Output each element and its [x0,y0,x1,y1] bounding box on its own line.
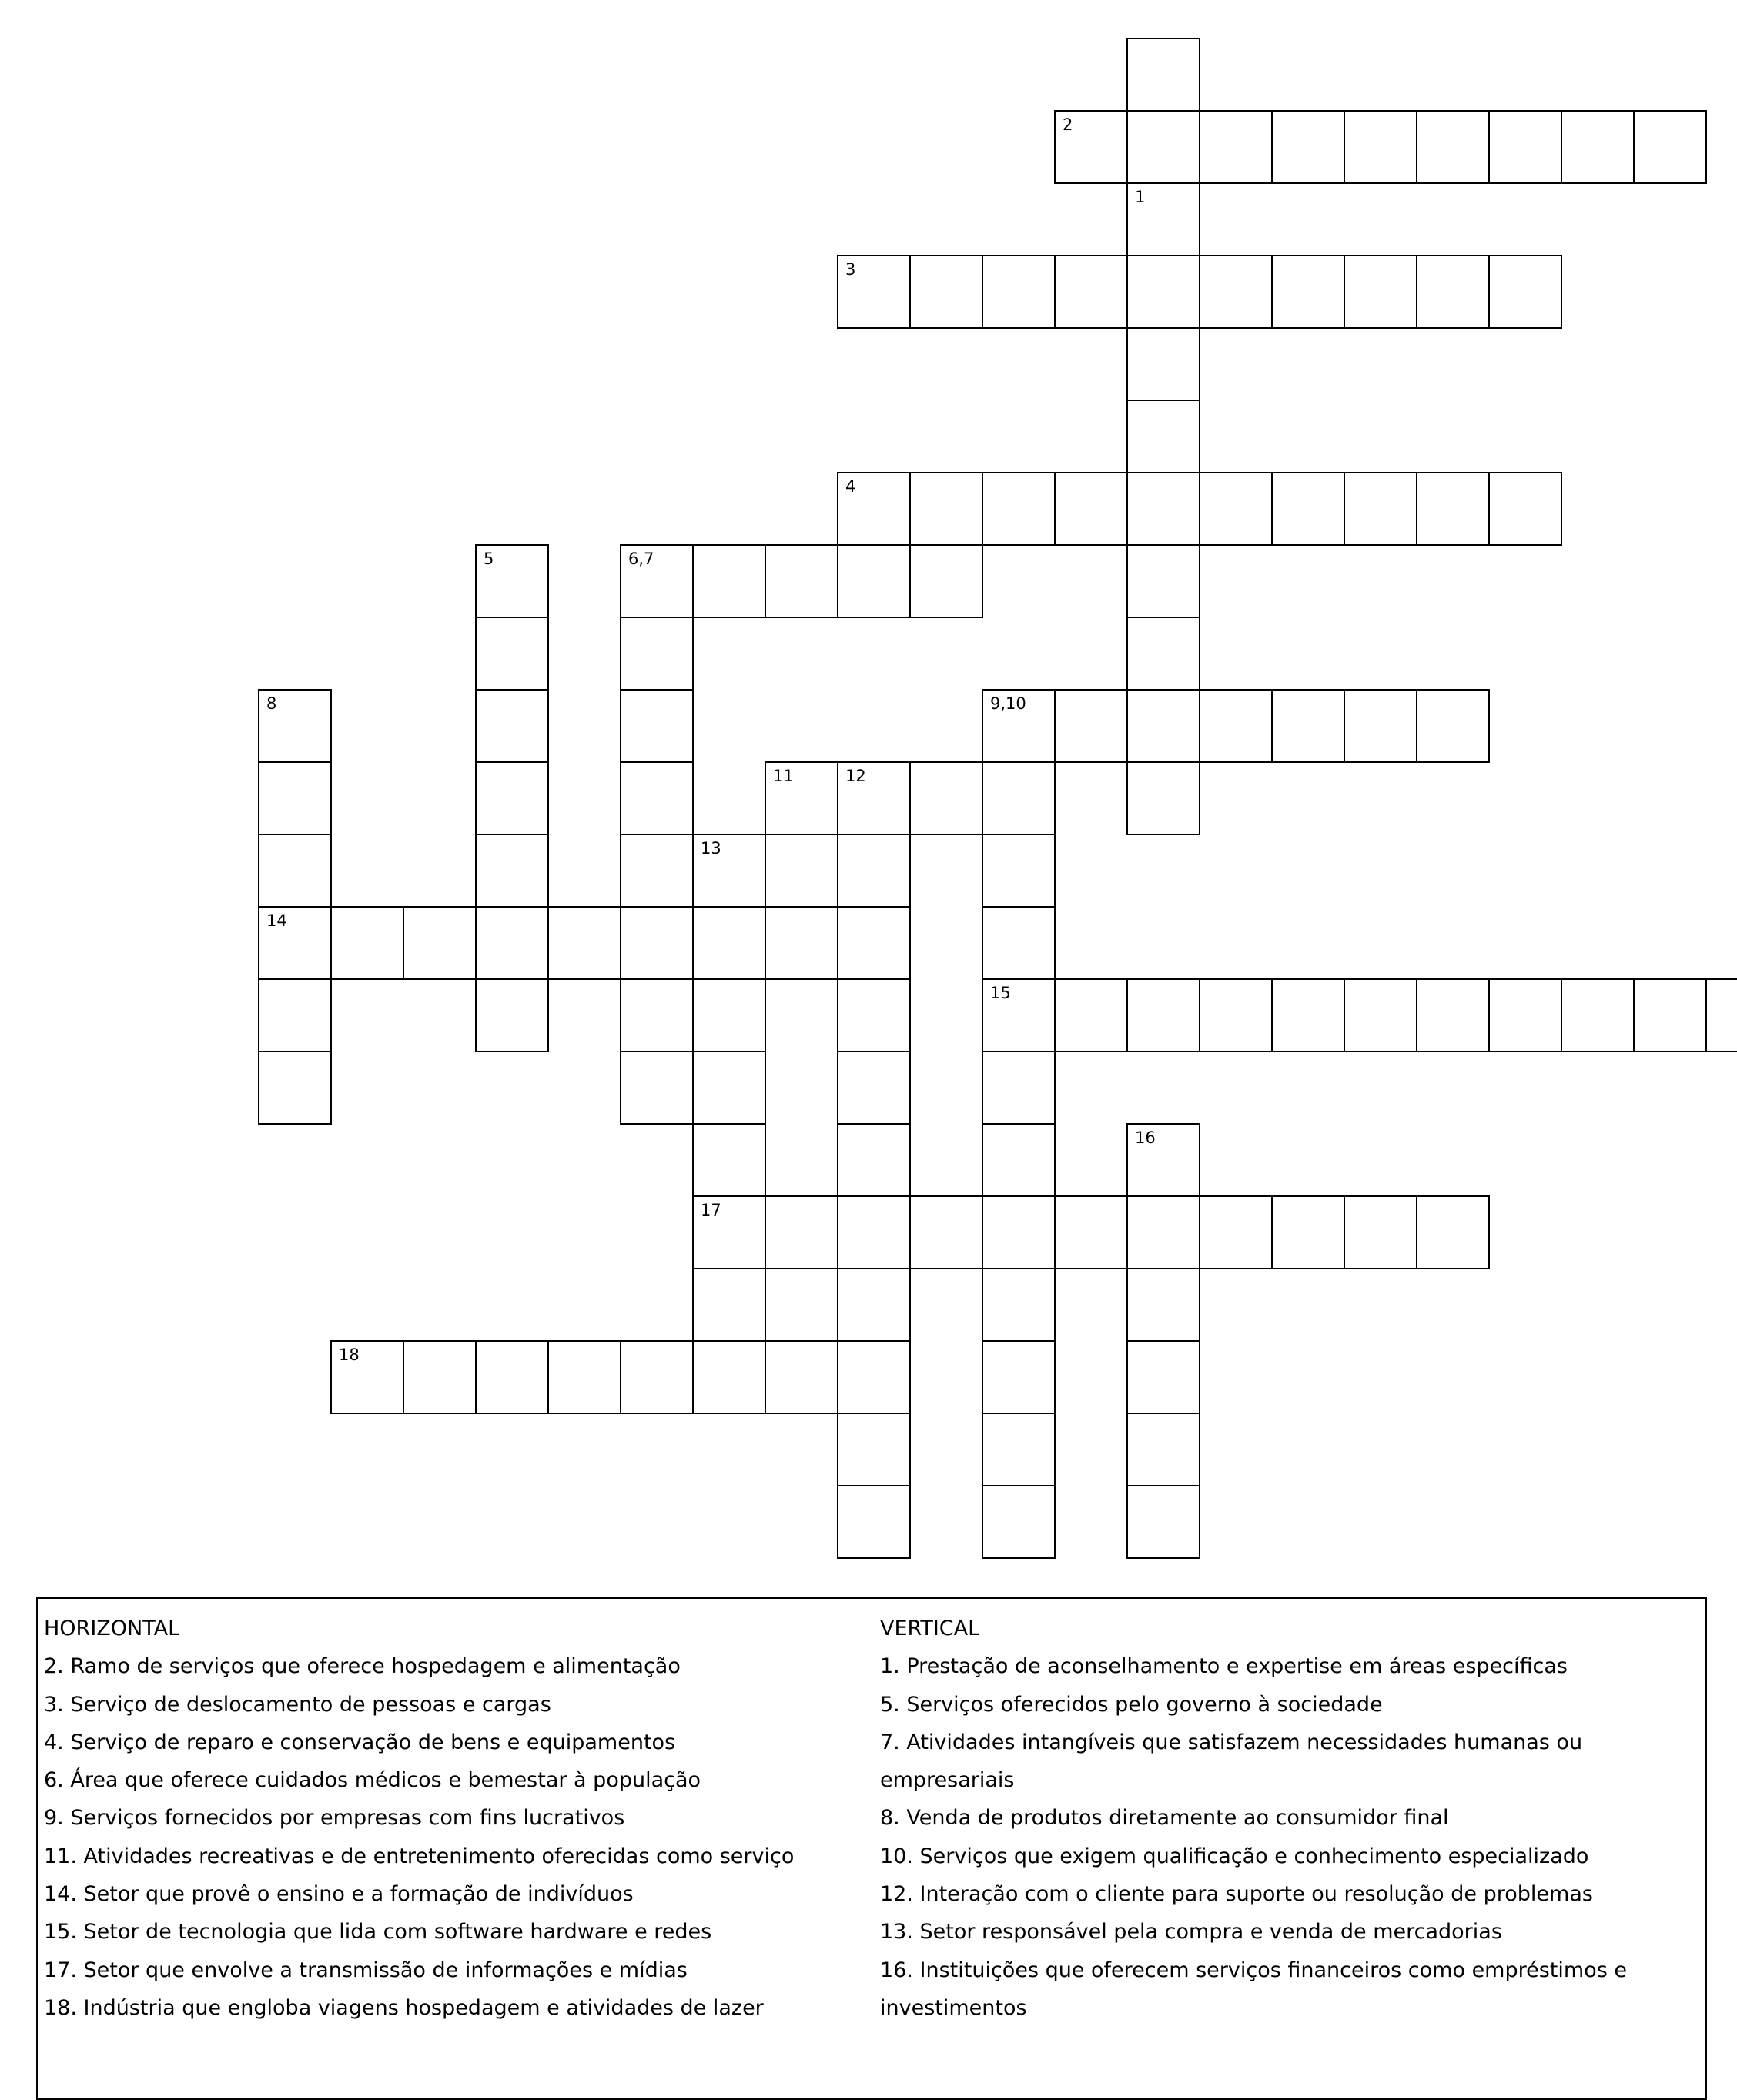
horizontal-clue: 11. Atividades recreativas e de entretenimento oferecidas como serviço [44,1844,795,1868]
grid-cell[interactable] [837,1268,911,1342]
clue-number: 15 [990,984,1011,1002]
grid-cell[interactable] [1126,1195,1200,1269]
grid-cell[interactable] [1126,761,1200,835]
grid-cell[interactable] [1126,1268,1200,1342]
grid-cell[interactable] [1126,1340,1200,1414]
horizontal-clue: 15. Setor de tecnologia que lida com software hardware e redes [44,1920,712,1945]
grid-cell[interactable] [1344,689,1417,763]
grid-cell[interactable] [982,1123,1056,1197]
grid-cell[interactable] [837,834,911,908]
grid-cell[interactable] [1271,1195,1345,1269]
grid-cell[interactable] [1488,255,1562,329]
vertical-clues-title: VERTICAL [880,1617,980,1640]
grid-cell[interactable] [1199,110,1273,184]
grid-cell[interactable] [1054,1195,1128,1269]
grid-cell[interactable] [982,255,1056,329]
vertical-clue: 8. Venda de produtos diretamente ao consumidor final [880,1806,1449,1831]
vertical-clue: 5. Serviços oferecidos pelo governo à sociedade [880,1692,1383,1717]
grid-cell[interactable] [1271,110,1345,184]
grid-cell[interactable] [1054,255,1128,329]
grid-cell[interactable] [1126,1485,1200,1559]
grid-cell[interactable] [258,906,332,980]
grid-cell[interactable] [692,1123,766,1197]
grid-cell[interactable] [258,689,332,763]
grid-cell[interactable] [982,1051,1056,1125]
grid-cell[interactable] [258,978,332,1052]
grid-cell[interactable] [909,472,983,546]
grid-cell[interactable] [1199,689,1273,763]
grid-cell[interactable] [1705,978,1737,1052]
grid-cell[interactable] [837,906,911,980]
grid-cell[interactable] [1054,472,1128,546]
grid-cell[interactable] [620,834,694,908]
grid-cell[interactable] [1416,689,1490,763]
clue-number: 3 [845,260,856,279]
grid-cell[interactable] [1271,472,1345,546]
grid-cell[interactable] [475,1340,549,1414]
grid-cell[interactable] [1126,38,1200,112]
grid-cell[interactable] [909,1195,983,1269]
grid-cell[interactable] [1126,1413,1200,1486]
grid-cell[interactable] [1416,255,1490,329]
grid-cell[interactable] [837,544,911,618]
grid-cell[interactable] [1199,472,1273,546]
grid-cell[interactable] [1126,255,1200,329]
clue-number: 16 [1135,1129,1156,1147]
grid-cell[interactable] [1199,1195,1273,1269]
grid-cell[interactable] [837,472,911,546]
grid-cell[interactable] [620,1340,694,1414]
grid-cell[interactable] [837,1123,911,1197]
grid-cell[interactable] [1344,255,1417,329]
grid-cell[interactable] [1126,617,1200,691]
grid-cell[interactable] [1344,1195,1417,1269]
grid-cell[interactable] [1416,110,1490,184]
grid-cell[interactable] [1054,110,1128,184]
grid-cell[interactable] [982,1413,1056,1486]
grid-cell[interactable] [620,617,694,691]
grid-cell[interactable] [692,1195,766,1269]
grid-cell[interactable] [1416,978,1490,1052]
grid-cell[interactable] [1199,255,1273,329]
vertical-clue: 7. Atividades intangíveis que satisfazem necessidades humanas ou empresariais [880,1730,1583,1793]
grid-cell[interactable] [620,906,694,980]
grid-cell[interactable] [1126,400,1200,473]
vertical-clue: 16. Instituições que oferecem serviços financeiros como empréstimos e investimentos [880,1958,1627,2020]
grid-cell[interactable] [620,544,694,618]
grid-cell[interactable] [620,978,694,1052]
horizontal-clues-title: HORIZONTAL [44,1617,180,1640]
grid-cell[interactable] [258,761,332,835]
grid-cell[interactable] [1416,472,1490,546]
grid-cell[interactable] [765,761,838,835]
clue-number: 6,7 [628,550,654,568]
grid-cell[interactable] [1126,1123,1200,1197]
grid-cell[interactable] [1126,110,1200,184]
grid-cell[interactable] [692,978,766,1052]
clue-number: 14 [266,911,287,930]
vertical-clue: 1. Prestação de aconselhamento e expertise em áreas específicas [880,1654,1568,1679]
grid-cell[interactable] [1344,472,1417,546]
grid-cell[interactable] [1488,110,1562,184]
horizontal-clue: 14. Setor que provê o ensino e a formação de indivíduos [44,1882,634,1907]
horizontal-clue: 18. Indústria que engloba viagens hospedagem e atividades de lazer [44,1995,764,2020]
clue-number: 18 [339,1346,360,1364]
horizontal-clue: 17. Setor que envolve a transmissão de informações e mídias [44,1958,688,1982]
clue-number: 4 [845,477,856,496]
grid-cell[interactable] [765,906,838,980]
grid-cell[interactable] [1633,110,1707,184]
clue-number: 11 [773,767,794,785]
grid-cell[interactable] [982,906,1056,980]
grid-cell[interactable] [765,1195,838,1269]
grid-cell[interactable] [982,689,1056,763]
grid-cell[interactable] [475,689,549,763]
grid-cell[interactable] [692,544,766,618]
grid-cell[interactable] [475,761,549,835]
clues-panel [36,1597,1707,2100]
grid-cell[interactable] [982,1268,1056,1342]
clue-number: 5 [484,550,494,568]
grid-cell[interactable] [403,906,477,980]
grid-cell[interactable] [837,1485,911,1559]
vertical-clue: 10. Serviços que exigem qualificação e conhecimento especializado [880,1844,1589,1868]
vertical-clue: 13. Setor responsável pela compra e venda de mercadorias [880,1920,1502,1945]
grid-cell[interactable] [475,617,549,691]
grid-cell[interactable] [837,761,911,835]
horizontal-clue: 6. Área que oferece cuidados médicos e bemestar à população [44,1768,701,1793]
grid-cell[interactable] [837,978,911,1052]
grid-cell[interactable] [837,255,911,329]
grid-cell[interactable] [1271,978,1345,1052]
grid-cell[interactable] [1633,978,1707,1052]
grid-cell[interactable] [692,1268,766,1342]
clue-number: 12 [845,767,866,785]
grid-cell[interactable] [1126,978,1200,1052]
grid-cell[interactable] [1126,327,1200,401]
vertical-clue: 12. Interação com o cliente para suporte ou resolução de problemas [880,1882,1593,1907]
grid-cell[interactable] [765,544,838,618]
grid-cell[interactable] [837,1340,911,1414]
grid-cell[interactable] [837,1413,911,1486]
grid-cell[interactable] [692,906,766,980]
grid-cell[interactable] [765,1340,838,1414]
grid-cell[interactable] [837,1195,911,1269]
grid-cell[interactable] [909,255,983,329]
grid-cell[interactable] [1344,110,1417,184]
grid-cell[interactable] [982,1485,1056,1559]
clue-number: 8 [266,694,277,713]
grid-cell[interactable] [1271,255,1345,329]
vertical-clues-column [880,1610,1696,2027]
grid-cell[interactable] [1054,689,1128,763]
grid-cell[interactable] [692,1340,766,1414]
grid-cell[interactable] [620,761,694,835]
grid-cell[interactable] [1054,978,1128,1052]
clue-number: 1 [1135,188,1146,206]
horizontal-clue: 9. Serviços fornecidos por empresas com fins lucrativos [44,1806,625,1831]
grid-cell[interactable] [692,834,766,908]
grid-cell[interactable] [1126,544,1200,618]
grid-cell[interactable] [258,834,332,908]
grid-cell[interactable] [547,906,621,980]
grid-cell[interactable] [1488,472,1562,546]
clue-number: 17 [701,1201,721,1219]
grid-cell[interactable] [982,472,1056,546]
grid-cell[interactable] [1416,1195,1490,1269]
grid-cell[interactable] [1126,182,1200,256]
grid-cell[interactable] [982,761,1056,835]
clue-number: 2 [1063,115,1073,134]
grid-cell[interactable] [620,689,694,763]
grid-cell[interactable] [982,1195,1056,1269]
grid-cell[interactable] [475,906,549,980]
grid-cell[interactable] [475,544,549,618]
grid-cell[interactable] [1271,689,1345,763]
grid-cell[interactable] [1488,978,1562,1052]
grid-cell[interactable] [475,834,549,908]
horizontal-clue: 2. Ramo de serviços que oferece hospedagem e alimentação [44,1654,681,1679]
grid-cell[interactable] [909,761,983,835]
grid-cell[interactable] [837,1051,911,1125]
grid-cell[interactable] [330,906,404,980]
grid-cell[interactable] [909,544,983,618]
grid-cell[interactable] [620,1051,694,1125]
grid-cell[interactable] [403,1340,477,1414]
grid-cell[interactable] [1561,110,1635,184]
grid-cell[interactable] [982,978,1056,1052]
grid-cell[interactable] [982,834,1056,908]
grid-cell[interactable] [547,1340,621,1414]
grid-cell[interactable] [258,1051,332,1125]
grid-cell[interactable] [1126,472,1200,546]
clue-number: 9,10 [990,694,1026,713]
grid-cell[interactable] [1561,978,1635,1052]
grid-cell[interactable] [1344,978,1417,1052]
grid-cell[interactable] [330,1340,404,1414]
horizontal-clues-column [44,1610,875,2027]
grid-cell[interactable] [1199,978,1273,1052]
clue-number: 13 [701,839,721,858]
grid-cell[interactable] [475,978,549,1052]
grid-cell[interactable] [692,1051,766,1125]
grid-cell[interactable] [1126,689,1200,763]
horizontal-clue: 3. Serviço de deslocamento de pessoas e cargas [44,1692,551,1717]
grid-cell[interactable] [982,1340,1056,1414]
horizontal-clue: 4. Serviço de reparo e conservação de bens e equipamentos [44,1730,676,1754]
